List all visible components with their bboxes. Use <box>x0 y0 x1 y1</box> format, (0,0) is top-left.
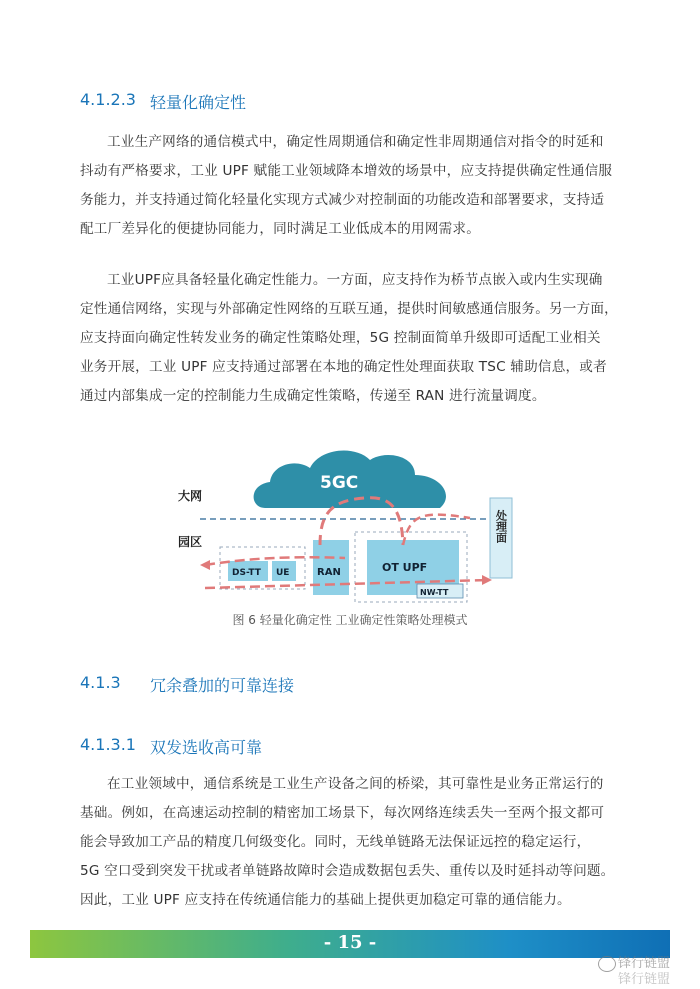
paragraph-line: 配工厂差异化的便捷协同能力，同时满足工业低成本的用网需求。 <box>80 221 481 237</box>
section-title: 双发选收高可靠 <box>150 738 263 757</box>
weibo-icon <box>598 956 616 972</box>
ds-tt-label: DS-TT <box>232 568 261 578</box>
ot-upf-label: OT UPF <box>382 561 428 574</box>
section-title: 冗余叠加的可靠连接 <box>150 676 295 695</box>
paragraph-line: 抖动有严格要求，工业 UPF 赋能工业领域降本增效的场景中，应支持提供确定性通信服 <box>80 163 613 179</box>
watermark-text: 锋行链盟 <box>618 956 671 971</box>
arrow-head-left <box>200 560 210 570</box>
section-heading-4-1-2-3 <box>80 90 246 113</box>
section-heading-4-1-3-1 <box>80 735 262 758</box>
paragraph-line: 工业生产网络的通信模式中，确定性周期通信和确定性非周期通信对指令的时延和 <box>107 134 604 150</box>
nw-tt-label: NW-TT <box>420 588 449 597</box>
paragraph-line: 务能力，并支持通过简化轻量化实现方式减少对控制面的功能改造和部署要求，支持适 <box>80 192 605 208</box>
ue-label: UE <box>276 568 290 578</box>
big-net-label: 大网 <box>178 489 203 503</box>
paragraph-line: 5G 空口受到突发干扰或者单链路故障时会造成数据包丢失、重传以及时延抖动等问题。 <box>80 863 615 879</box>
figure-diagram <box>170 440 530 615</box>
ds-tt-box <box>228 561 268 581</box>
section-title: 轻量化确定性 <box>150 93 247 112</box>
section-heading-4-1-3 <box>80 673 294 696</box>
page-number: - 15 - <box>323 932 377 953</box>
paragraph-2 <box>80 266 632 411</box>
cloud-5gc <box>254 451 446 508</box>
paragraph-1 <box>80 128 632 244</box>
processing-plane <box>490 498 512 578</box>
ue-box <box>272 561 296 581</box>
paragraph-line: 应支持面向确定性转发业务的确定性策略处理，5G 控制面简单升级即可适配工业相关 <box>80 330 601 346</box>
paragraph-line: 通过内部集成一定的控制能力生成确定性策略，传递至 RAN 进行流量调度。 <box>80 388 546 404</box>
paragraph-line: 定性通信网络，实现与外部确定性网络的互联互通，提供时间敏感通信服务。另一方面， <box>80 301 618 317</box>
paragraph-line: 能会导致加工产品的精度几何级变化。同时，无线单链路无法保证远控的稳定运行， <box>80 834 591 850</box>
processing-label: 处理面 <box>494 510 508 543</box>
paragraph-line: 在工业领域中，通信系统是工业生产设备之间的桥梁，其可靠性是业务正常运行的 <box>107 776 604 792</box>
cloud-label: 5GC <box>320 473 359 493</box>
paragraph-line: 工业UPF应具备轻量化确定性能力。一方面，应支持作为桥节点嵌入或内生实现确 <box>107 272 603 288</box>
paragraph-line: 因此，工业 UPF 应支持在传统通信能力的基础上提供更加稳定可靠的通信能力。 <box>80 892 571 908</box>
figure-caption: 图 6 轻量化确定性 工业确定性策略处理模式 <box>232 613 468 627</box>
paragraph-3 <box>80 770 632 915</box>
paragraph-line: 基础。例如，在高速运动控制的精密加工场景下，每次网络连续丢失一至两个报文都可 <box>80 805 605 821</box>
paragraph-line: 业务开展，工业 UPF 应支持通过部署在本地的确定性处理面获取 TSC 辅助信息，或者 <box>80 359 607 375</box>
footer-bar <box>30 930 670 958</box>
ran-label: RAN <box>317 567 341 578</box>
ran-box <box>313 540 349 595</box>
park-label: 园区 <box>178 535 203 549</box>
section-number: 4.1.2.3 <box>80 90 136 109</box>
section-number: 4.1.3.1 <box>80 735 136 754</box>
figure-6 <box>170 440 530 615</box>
watermark <box>596 952 696 986</box>
watermark-text-shadow: 锋行链盟 <box>618 972 671 987</box>
section-number: 4.1.3 <box>80 673 121 692</box>
ot-upf-box <box>355 532 467 602</box>
